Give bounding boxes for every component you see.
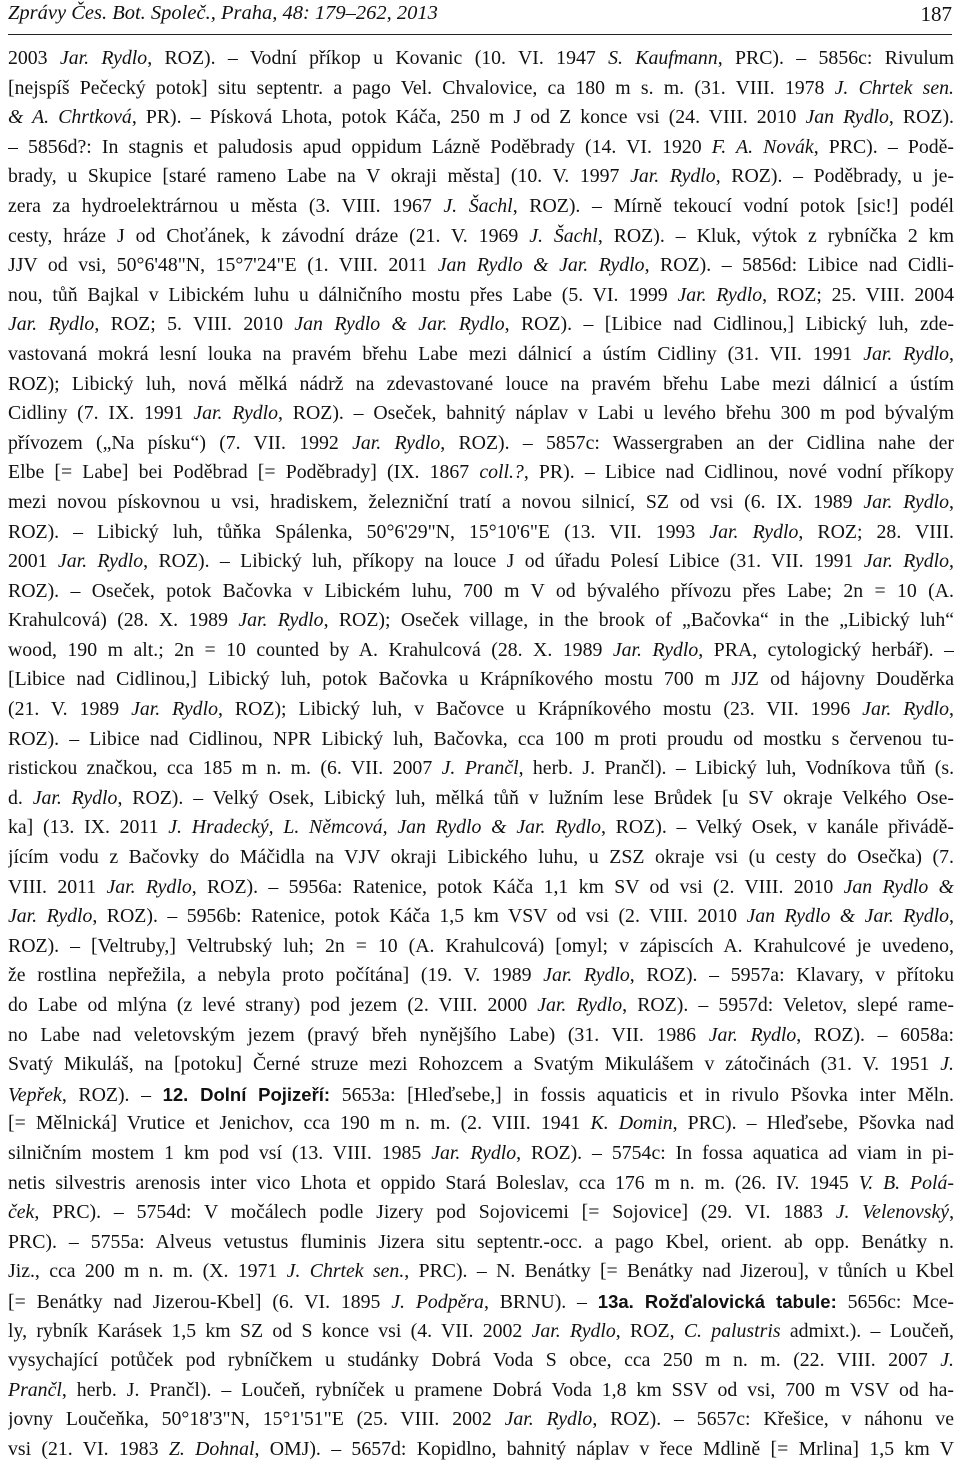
italic-run: Jan Rydlo	[805, 106, 889, 129]
text-run: ly, rybník Karásek 1,5 km SZ od S konce vsi (4. VII. 2002	[8, 1319, 532, 1342]
italic-run: Jar. Rydlo	[612, 638, 699, 661]
text-run: jícím vodu z Bačovky do Máčidla na VJV okraji Libického luhu, u ZSZ okraje vsi (u cesty do Osečka) (7.	[8, 846, 954, 869]
text-run: , PR). – Libice nad Cidlinou, nové vodní příkopy	[523, 461, 954, 484]
text-line	[8, 458, 954, 488]
text-run: , PRC). – Hleďsebe, Pšovka nad	[672, 1112, 954, 1135]
text-line	[8, 932, 954, 962]
italic-run: & A. Chrtková	[8, 106, 132, 129]
text-run: netis silvestris arenosis inter vico Lhota et oppido Stará Boleslav, cca 176 m n. m. (26. IV. 1945	[8, 1171, 859, 1194]
italic-run: J.	[940, 1349, 954, 1372]
text-run: , PRC). – 5856c: Rivulum	[717, 47, 954, 69]
text-run: , ROZ). – 5857c: Wassergraben an der Cidlina nahe der	[440, 431, 954, 454]
italic-run: Jar. Rydlo	[59, 47, 148, 69]
text-run: , ROZ). – Libický luh, příkopy na louce J od úřadu Polesí Libice (31. VII. 1991	[143, 550, 864, 573]
text-line	[8, 606, 954, 636]
text-run: no Labe nad veletovským jezem (pravý břeh nynějšího Labe) (31. VII. 1986	[8, 1023, 709, 1046]
text-run: silničním mostem 1 km pod vsí (13. VIII. 1985	[8, 1141, 432, 1164]
text-run: PRC). – 5755a: Alveus vetustus fluminis Jizera situ septentr.-occ. a pago Kbel, orient. ab opp. Benátky n.	[8, 1230, 954, 1253]
text-run: 5656c: Mce-	[836, 1290, 954, 1313]
text-run: ka] (13. IX. 2011	[8, 816, 169, 839]
text-run: , ROZ). – [Libice nad Cidlinou,] Libický luh, zde-	[504, 313, 954, 336]
text-run: ROZ); Libický luh, nová mělká nádrž na zdevastované louce na pravém břehu Labe mezi dálnicí a ústím	[8, 372, 954, 395]
text-line	[8, 991, 954, 1021]
text-line	[8, 44, 954, 74]
text-line	[8, 1257, 954, 1287]
text-run: , ROZ).	[888, 106, 954, 129]
text-line	[8, 695, 954, 725]
text-run: zera za hydroelektrárnou u města (3. VIII. 1967	[8, 194, 444, 217]
text-run: , ROZ; 5. VIII. 2010	[94, 313, 295, 336]
italic-run: J. Hradecký, L. Němcová, Jan Rydlo & Jar. Rydlo	[168, 816, 601, 839]
text-run: ROZ). – [Veltruby,] Veltrubský luh; 2n = 10 (A. Krahulcová) [omyl; v zápiscích A. Krahulcové je uvedeno,	[8, 934, 954, 957]
text-line	[8, 370, 954, 400]
text-run: , BRNU). –	[483, 1290, 598, 1313]
italic-run: Jar. Rydlo	[504, 1408, 593, 1431]
text-line	[8, 133, 954, 163]
italic-run: Jan Rydlo &	[843, 875, 954, 898]
text-line	[8, 251, 954, 281]
text-line	[8, 310, 954, 340]
italic-run: Jar. Rydlo	[8, 905, 93, 928]
text-line	[8, 1139, 954, 1169]
italic-run: F. A. Novák	[711, 135, 814, 158]
italic-run: Jar. Rydlo	[537, 994, 623, 1016]
italic-run: coll.?	[479, 461, 524, 484]
italic-run: Jar. Rydlo	[709, 520, 799, 543]
text-run: , herb. J. Prančl). – Loučeň, rybníček u pramene Dobrá Voda 1,8 km SSV od vsi, 700 m VSV od ha-	[61, 1378, 954, 1401]
text-line	[8, 74, 954, 104]
text-run: , ROZ). – 5957a: Klavary, v přítoku	[629, 964, 954, 987]
italic-run: Jan Rydlo & Jar. Rydlo	[294, 313, 505, 336]
text-run: , ROZ); Libický luh, v Bačovce u Krápníkového mostu (23. VII. 1996	[217, 698, 863, 721]
text-line	[8, 399, 954, 429]
text-run: , ROZ). – 5956a: Ratenice, potok Káča 1,1 km SV od vsi (2. VIII. 2010	[191, 875, 844, 898]
text-run: , ROZ,	[615, 1319, 684, 1342]
text-line	[8, 754, 954, 784]
text-run: ,	[949, 698, 954, 721]
text-line	[8, 162, 954, 192]
italic-run: Jar. Rydlo	[431, 1141, 517, 1164]
text-line	[8, 1376, 954, 1406]
text-run: , PRC). – Podě-	[813, 135, 954, 158]
italic-run: Jar. Rydlo	[543, 964, 630, 987]
italic-run: Jar. Rydlo	[8, 313, 95, 336]
text-run: , ROZ). – Velký Osek, v kanále přivádě-	[600, 816, 954, 839]
italic-run: Jar. Rydlo	[677, 283, 763, 306]
text-line	[8, 1435, 954, 1465]
text-run: , ROZ). – 5957d: Veletov, slepé rame-	[622, 994, 954, 1016]
text-line	[8, 222, 954, 252]
text-line	[8, 902, 954, 932]
text-run: , ROZ). – Vodní příkop u Kovanic (10. VI. 1947	[147, 47, 609, 69]
text-line	[8, 784, 954, 814]
text-line	[8, 873, 954, 903]
text-run: ,	[949, 905, 954, 928]
journal-citation: Zprávy Čes. Bot. Společ., Praha, 48: 179–262, 2013	[8, 2, 438, 24]
text-run: vastovaná mokrá lesní louka na pravém břehu Labe mezi dálnicí a ústím Cidliny (31. VII. 1991	[8, 342, 864, 365]
text-run: – 5856d?: In stagnis et paludosis apud oppidum Lázně Poděbrady (14. VI. 1920	[8, 135, 712, 158]
text-run: , ROZ). – Mírně tekoucí vodní potok [sic!] podél	[512, 194, 954, 217]
text-run: [= Mělnická] Vrutice et Jenichov, cca 190 m n. m. (2. VIII. 1941	[8, 1112, 591, 1135]
text-line	[8, 636, 954, 666]
italic-run: J.	[940, 1053, 954, 1076]
text-run: , ROZ). – 5657c: Křešice, v náhonu ve	[592, 1408, 954, 1431]
text-line	[8, 340, 954, 370]
text-line	[8, 1198, 954, 1228]
text-run: [nejspíš Pečecký potok] situ septentr. a pago Vel. Chvalovice, ca 180 m s. m. (31. VIII. 1978	[8, 76, 835, 99]
italic-run: J. Velenovský	[835, 1201, 950, 1224]
italic-run: ček	[8, 1201, 35, 1224]
italic-run: J. Šachl	[529, 224, 598, 247]
text-run: ROZ). – Libický luh, tůňka Spálenka, 50°6'29"N, 15°10'6"E (13. VII. 1993	[8, 520, 710, 543]
text-line	[8, 961, 954, 991]
text-run: , herb. J. Prančl). – Libický luh, Vodníkova tůň (s.	[518, 757, 954, 780]
text-run: ROZ). – Libice nad Cidlinou, NPR Libický luh, Bačovka, cca 100 m proti proudu od mostku s červenou tu-	[8, 727, 954, 750]
italic-run: Jar. Rydlo	[708, 1023, 797, 1046]
italic-run: Jar. Rydlo	[863, 550, 950, 573]
text-run: JJV od vsi, 50°6'48"N, 15°7'24"E (1. VIII. 2011	[8, 254, 438, 277]
text-run: , ROZ). – 6058a:	[796, 1023, 954, 1046]
italic-run: Jar. Rydlo	[131, 698, 218, 721]
text-run: , ROZ). – 5956b: Ratenice, potok Káča 1,5 km VSV od vsi (2. VIII. 2010	[92, 905, 747, 928]
italic-run: Jar. Rydlo	[862, 698, 950, 721]
text-line	[8, 813, 954, 843]
text-run: VIII. 2011	[8, 875, 107, 898]
text-run: , PRC). – N. Benátky [= Benátky nad Jizerou], v tůních u Kbel	[404, 1260, 954, 1283]
text-run: , ROZ). – 5856d: Libice nad Cidli-	[644, 254, 954, 277]
text-run: mezi novou pískovnou u vsi, hradiskem, železniční tratí a novou silnicí, SZ od vsi (6. IX. 1989	[8, 490, 864, 513]
italic-run: J. Chrtek sen.	[286, 1260, 405, 1283]
text-run: nou, tůň Bajkal v Libickém luhu u dálničního mostu přes Labe (5. VI. 1999	[8, 283, 678, 306]
text-run: ,	[949, 342, 954, 365]
text-run: wood, 190 m alt.; 2n = 10 counted by A. Krahulcová (28. X. 1989	[8, 638, 613, 661]
text-run: Elbe [= Labe] bei Poděbrad [= Poděbrady] (IX. 1867	[8, 461, 480, 484]
text-line	[8, 1317, 954, 1347]
text-run: , PRA, cytologický herbář). –	[698, 638, 954, 661]
italic-run: Jan Rydlo & Jar. Rydlo	[437, 254, 645, 277]
text-run: d.	[8, 786, 33, 809]
text-run: , PR). – Písková Lhota, potok Káča, 250 m J od Z konce vsi (24. VIII. 2010	[131, 106, 806, 129]
text-run: Cidliny (7. IX. 1991	[8, 402, 194, 425]
text-run: , ROZ). – Velký Osek, Libický luh, mělká tůň v lužním lese Brůdek [u SV okraje Velkého Ose-	[117, 786, 954, 809]
text-line	[8, 1405, 954, 1435]
text-run: [Libice nad Cidlinou,] Libický luh, potok Bačovka u Krápníkového mostu 700 m JJZ od hájovny Douděrka	[8, 668, 954, 691]
italic-run: Jar. Rydlo	[630, 165, 716, 188]
text-run: , ROZ). – Poděbrady, u je-	[715, 165, 954, 188]
italic-run: Z. Dohnal	[168, 1437, 255, 1460]
main-text-body	[8, 44, 954, 1465]
italic-run: Jar. Rydlo	[106, 875, 192, 898]
italic-run: Vepřek	[8, 1083, 62, 1106]
text-run: ,	[949, 1201, 954, 1224]
italic-run: Jan Rydlo & Jar. Rydlo	[746, 905, 950, 928]
text-run: , ROZ; 25. VIII. 2004	[762, 283, 954, 306]
text-run: vysychající potůček pod rybníčkem u studánky Dobrá Voda S obce, cca 250 m n. m. (22. VIII. 2007	[8, 1349, 941, 1372]
text-line	[8, 1109, 954, 1139]
bold-heading-run: 13a. Rožďalovická tabule:	[597, 1290, 837, 1312]
text-run: , ROZ). – Oseček, bahnitý náplav v Labi u levého břehu 300 m pod bývalým	[278, 402, 954, 425]
text-run: , ROZ; 28. VIII.	[798, 520, 954, 543]
text-run: 2001	[8, 550, 58, 573]
text-run: přívozem („Na písku“) (7. VII. 1992	[8, 431, 353, 454]
text-run: Svatý Mikuláš, na [potoku] Černé struze mezi Rohozcem a Svatým Mikulášem v zátočinách (31. V. 1951	[8, 1053, 941, 1076]
italic-run: S. Kaufmann	[608, 47, 718, 69]
text-line	[8, 1050, 954, 1080]
text-line	[8, 488, 954, 518]
text-line	[8, 192, 954, 222]
text-run: jovny Loučeňka, 50°18'3"N, 15°1'51"E (25. VIII. 2002	[8, 1408, 505, 1431]
text-line	[8, 1021, 954, 1051]
bold-heading-run: 12. Dolní Pojizeří:	[162, 1083, 331, 1105]
text-run: , ROZ). – Kluk, výtok z rybníčka 2 km	[597, 224, 954, 247]
text-run: ristickou značkou, cca 185 m n. m. (6. VII. 2007	[8, 757, 442, 780]
italic-run: J. Chrtek sen.	[834, 76, 954, 99]
italic-run: J. Šachl	[443, 194, 513, 217]
text-line	[8, 1228, 954, 1258]
italic-run: C. palustris	[683, 1319, 781, 1342]
text-run: že rostlina nepřežila, a nebyla proto počítána] (19. V. 1989	[8, 964, 544, 987]
italic-run: J. Prančl	[441, 757, 519, 780]
page-number: 187	[920, 2, 952, 26]
italic-run: Jar. Rydlo	[863, 342, 950, 365]
text-line	[8, 1169, 954, 1199]
text-run: ,	[949, 550, 954, 573]
text-line	[8, 518, 954, 548]
italic-run: Jar. Rydlo	[238, 609, 324, 632]
text-line	[8, 843, 954, 873]
text-line	[8, 1080, 954, 1110]
text-run: ROZ). – Oseček, potok Bačovka v Libickém luhu, 700 m V od bývalého přívozu přes Labe; 2n = 10 (A.	[8, 579, 954, 602]
text-line	[8, 281, 954, 311]
italic-run: Jar. Rydlo	[863, 490, 950, 513]
italic-run: Jar. Rydlo	[531, 1319, 616, 1342]
italic-run: J. Podpěra	[391, 1290, 484, 1313]
text-run: cesty, hráze J od Choťánek, k závodní dráze (21. V. 1969	[8, 224, 530, 247]
text-line	[8, 547, 954, 577]
text-run: Jiz., cca 200 m n. m. (X. 1971	[8, 1260, 287, 1283]
text-line	[8, 1287, 954, 1317]
text-line	[8, 725, 954, 755]
text-run: 5653a: [Hleďsebe,] in fossis aquaticis et in rivulo Pšovka inter Měln.	[330, 1083, 954, 1106]
italic-run: Jar. Rydlo	[193, 402, 279, 425]
text-run: do Labe od mlýna (z levé strany) pod jezem (2. VIII. 2000	[8, 994, 538, 1016]
text-run: , ROZ); Oseček village, in the brook of „Bačovka“ in the „Libický luh“	[323, 609, 954, 632]
italic-run: Prančl	[8, 1378, 62, 1401]
text-line	[8, 577, 954, 607]
text-run: ,	[949, 490, 954, 513]
italic-run: Jar. Rydlo	[32, 786, 118, 809]
italic-run: V. B. Polá-	[858, 1171, 954, 1194]
text-line	[8, 103, 954, 133]
text-run: admixt.). – Loučeň,	[780, 1319, 954, 1342]
text-run: [= Benátky nad Jizerou-Kbel] (6. VI. 1895	[8, 1290, 392, 1313]
running-header	[8, 0, 952, 35]
text-run: , ROZ). – 5754c: In fossa aquatica ad viam in pi-	[516, 1141, 954, 1164]
text-run: , OMJ). – 5657d: Kopidlno, bahnitý náplav v řece Mdlině [= Mrlina] 1,5 km V	[254, 1437, 954, 1460]
text-run: vsi (21. VI. 1983	[8, 1437, 169, 1460]
text-run: , PRC). – 5754d: V močálech podle Jizery pod Sojovicemi [= Sojovice] (29. VI. 1883	[34, 1201, 836, 1224]
text-line	[8, 665, 954, 695]
italic-run: Jar. Rydlo	[57, 550, 144, 573]
italic-run: K. Domin	[590, 1112, 673, 1135]
text-run: 2003	[8, 47, 60, 69]
italic-run: Jar. Rydlo	[352, 431, 441, 454]
text-line	[8, 429, 954, 459]
text-run: , ROZ). –	[61, 1083, 163, 1106]
text-run: brady, u Skupice [staré rameno Labe na V okraji města] (10. V. 1997	[8, 165, 631, 188]
text-line	[8, 1346, 954, 1376]
text-run: (21. V. 1989	[8, 698, 132, 721]
text-run: Krahulcová) (28. X. 1989	[8, 609, 239, 632]
